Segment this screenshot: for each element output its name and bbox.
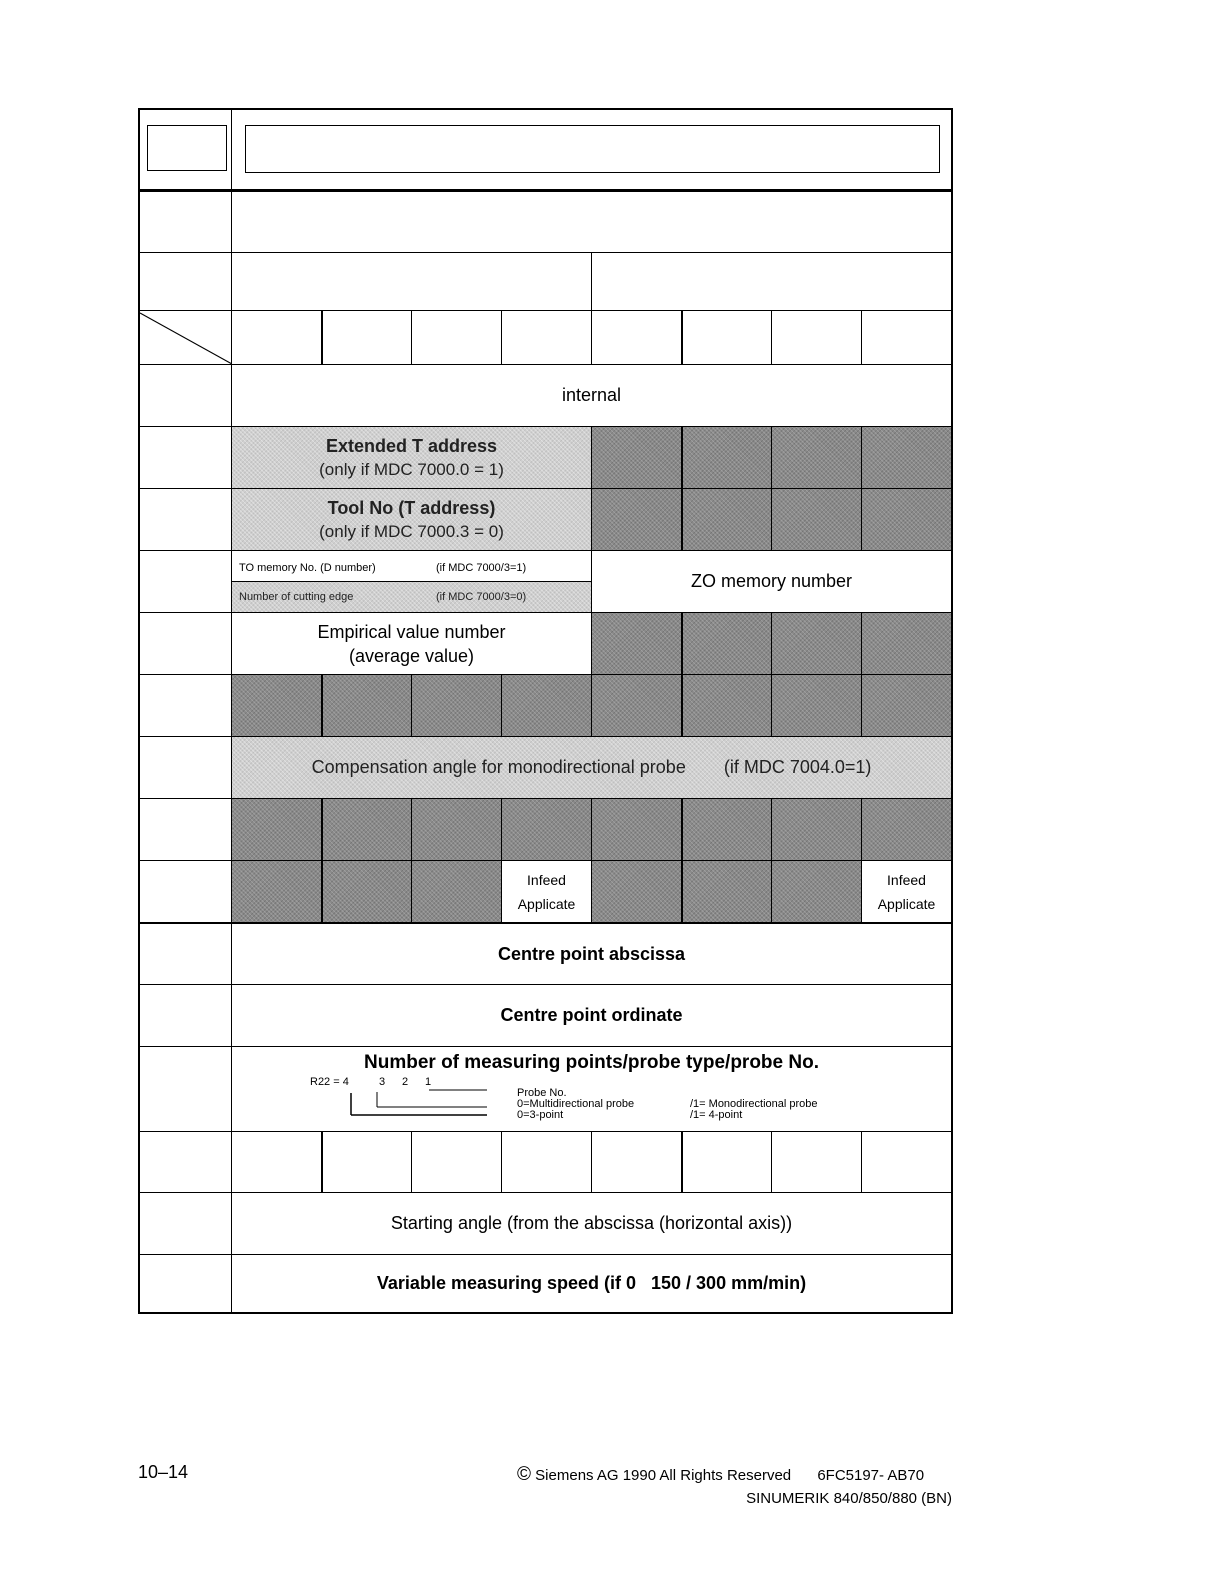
compensation-cell [232,737,951,798]
empirical-row [140,613,951,675]
to-memory-half [232,551,591,582]
shaded-cell [771,613,861,674]
bit-cell [591,1132,681,1192]
shaded-cell [771,489,861,550]
three-point-label: 0=3-point [517,1109,564,1121]
shaded-cell [771,799,861,860]
header-small-box [147,125,227,171]
shaded-cell [321,861,411,922]
digit-1: 1 [425,1076,432,1088]
bit-cell [861,311,951,364]
shaded-cell [591,861,681,922]
bit-cell [411,1132,501,1192]
row-label [140,1132,232,1192]
extended-t-row [140,427,951,489]
shaded-cell [411,675,501,736]
monodirectional-label: /1= Monodirectional probe [690,1098,818,1110]
compensation-text: Compensation angle for monodirectional probe [311,757,686,777]
shaded-cell [591,427,681,488]
row-label [140,924,232,984]
probe-no-label: Probe No. [517,1087,567,1099]
tool-no-title: Tool No (T address) [327,497,496,518]
shaded-cell [681,675,771,736]
row-label [140,427,232,488]
digit-2: 2 [402,1076,409,1088]
empirical-cell [232,613,591,674]
page-number: 10–14 [138,1462,189,1482]
bit-cell [501,1132,591,1192]
centre-abscissa-row [140,923,951,985]
shaded-cell [321,675,411,736]
row-label [140,675,232,736]
empirical-subtitle: (average value) [348,645,475,666]
infeed-label: Infeed [887,871,926,888]
shaded-cell [861,489,951,550]
parameter-table [138,108,953,1314]
multidirectional-label: 0=Multidirectional probe [517,1098,635,1110]
bit-cell [501,311,591,364]
bit-cell [232,1132,321,1192]
row-label [140,1255,232,1312]
four-point-label: /1= 4-point [690,1109,743,1121]
shaded-cell [232,799,321,860]
bit-cell [321,1132,411,1192]
shaded-cell [771,675,861,736]
row-label [140,192,232,252]
copyright-text: Siemens AG 1990 All Rights Reserved [535,1467,792,1484]
row-label [140,799,232,860]
bit-cell [591,311,681,364]
shaded-cell [681,799,771,860]
compensation-row [140,737,951,799]
bit-cell [861,1132,951,1192]
bit-cell [771,311,861,364]
bit-header-row [140,311,951,365]
row-label [140,1193,232,1254]
shaded-cell [591,675,681,736]
byte-header-right [591,253,951,310]
empty-bit-row [140,1132,951,1193]
bit-cell [411,311,501,364]
tool-no-condition: (only if MDC 7000.3 = 0) [319,521,504,541]
shaded-cell [681,427,771,488]
blank-row [140,192,951,253]
digit-bracket-diagram [345,1085,505,1129]
product-name: SINUMERIK 840/850/880 (BN) [746,1490,952,1507]
shaded-cell [681,861,771,922]
infeed-applicate-left [501,861,591,922]
cutting-edge-condition: (if MDC 7000/3=0) [436,591,527,603]
copyright-line [517,1464,924,1486]
infeed-row [140,861,951,923]
r22-label: R22 = 4 [310,1076,349,1088]
compensation-condition: (if MDC 7004.0=1) [723,757,872,777]
bit-cell [321,311,411,364]
row-label [140,737,232,798]
shaded-cell [771,427,861,488]
row-label [140,861,232,922]
row-label [140,253,232,310]
row-label [140,365,232,426]
measuring-points-title: Number of measuring points/probe type/probe No. [364,1052,819,1073]
shaded-cell [501,675,591,736]
bit-cell [681,1132,771,1192]
centre-ordinate-row [140,985,951,1047]
shaded-cell [681,613,771,674]
order-number: 6FC5197- AB70 [817,1467,925,1484]
bit-cell [771,1132,861,1192]
row-label [140,551,232,612]
shaded-cell [501,799,591,860]
variable-speed-text: Variable measuring speed (if 0 150 / 300 mm/min) [376,1273,807,1293]
shaded-cell [411,799,501,860]
bit-cell [232,311,321,364]
centre-ordinate-text: Centre point ordinate [500,1005,683,1025]
extended-t-condition: (only if MDC 7000.0 = 1) [319,459,504,479]
shaded-cell [861,675,951,736]
shaded-cell [771,861,861,922]
diagonal-cell [140,311,232,364]
bit-cell [681,311,771,364]
empirical-title: Empirical value number [317,621,506,642]
extended-t-cell [232,427,591,488]
shaded-cell [681,489,771,550]
cutting-edge-half [232,582,591,612]
row-label [140,1047,232,1131]
shaded-cell [411,861,501,922]
shaded-cell [232,675,321,736]
tool-no-cell [232,489,591,550]
infeed-applicate-right [861,861,951,922]
shaded-cell [591,799,681,860]
shaded-cell [591,613,681,674]
shaded-cell [861,613,951,674]
starting-angle-text: Starting angle (from the abscissa (horizontal axis)) [390,1213,793,1233]
memory-row [140,551,951,613]
header-title-box [245,125,940,173]
centre-abscissa-text: Centre point abscissa [497,943,686,964]
internal-text: internal [561,385,622,405]
to-memory-condition: (if MDC 7000/3=1) [436,562,527,574]
shaded-cell [232,861,321,922]
byte-header-row [140,253,951,311]
row-label [140,985,232,1046]
shaded-cell [321,799,411,860]
zo-memory-cell: ZO memory number [591,551,951,612]
copyright-symbol: © [517,1464,531,1485]
applicate-label: Applicate [877,895,936,912]
variable-speed-row [140,1255,951,1312]
byte-header-left [232,253,591,310]
shaded-cell [861,799,951,860]
tool-no-row [140,489,951,551]
shaded-cell [861,427,951,488]
infeed-label: Infeed [527,871,566,888]
diagonal-line [140,311,232,365]
row-label [140,613,232,674]
extended-t-title: Extended T address [325,435,498,456]
to-memory-label: TO memory No. (D number) [239,562,376,574]
cutting-edge-label: Number of cutting edge [239,591,354,603]
shaded-cell [591,489,681,550]
applicate-label: Applicate [517,895,576,912]
starting-angle-row [140,1193,951,1255]
header-row [140,110,951,192]
digit-3: 3 [379,1076,386,1088]
row-label [140,489,232,550]
reserved-row [140,675,951,737]
measuring-points-row [140,1047,951,1132]
internal-row [140,365,951,427]
reserved-row [140,799,951,861]
